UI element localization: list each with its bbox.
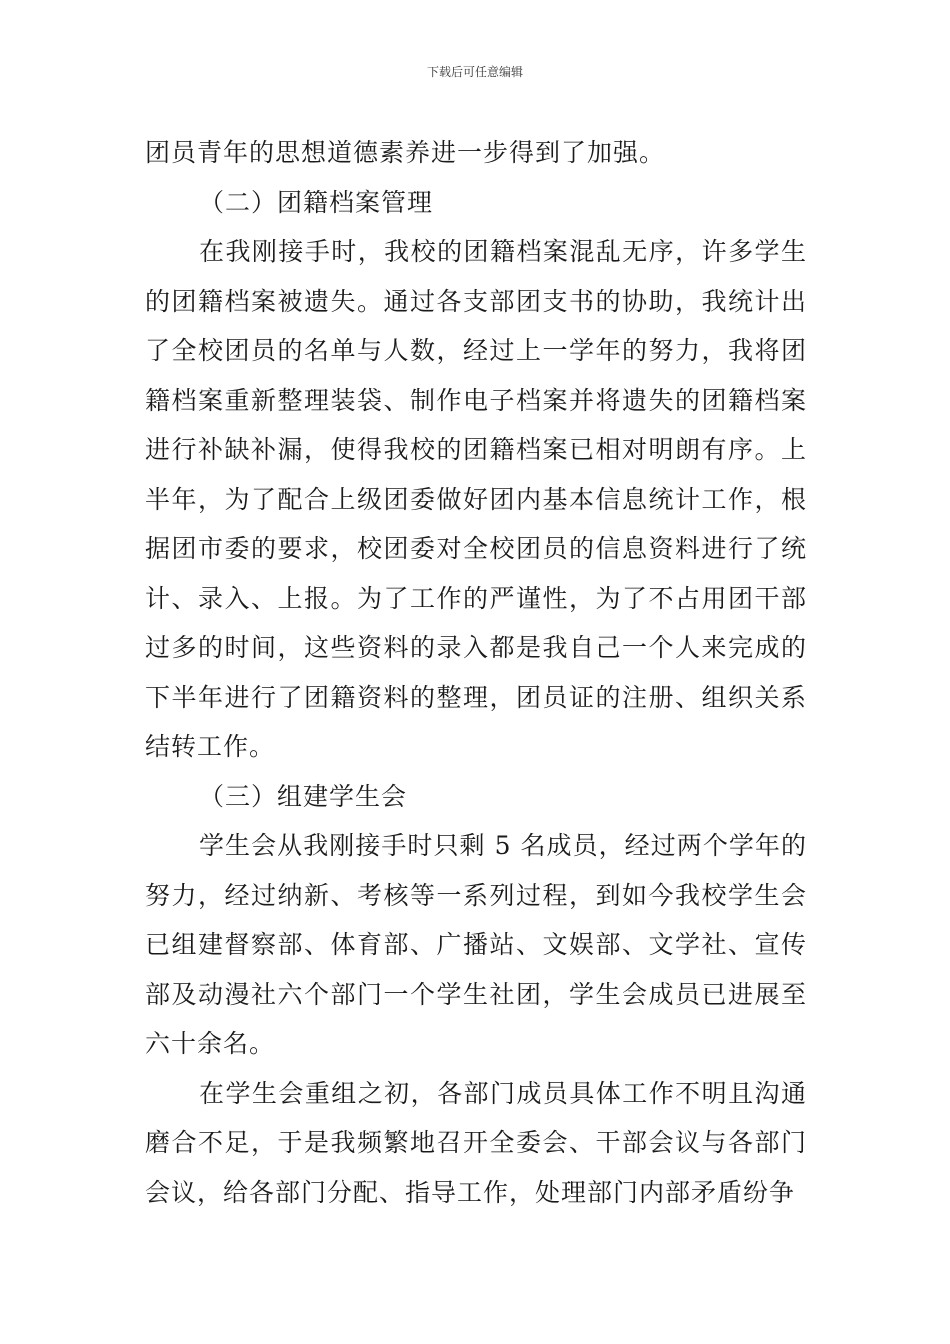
paragraph-student-union: 学生会从我刚接手时只剩 5 名成员，经过两个学年的努力，经过纳新、考核等一系列过程，到如今我校学生会已组建督察部、体育部、广播站、文娱部、文学社、宣传部及动漫社六个部门一个学生社团，学生会成员已进展至六十余名。 (145, 831, 807, 1058)
paragraph-continuation: 团员青年的思想道德素养进一步得到了加强。 (145, 138, 666, 167)
paragraph-union-reorganization: 在学生会重组之初，各部门成员具体工作不明且沟通磨合不足，于是我频繁地召开全委会、干部会议与各部门会议，给各部门分配、指导工作，处理部门内部矛盾纷争 (145, 1078, 807, 1207)
paragraph-archive-management: 在我刚接手时，我校的团籍档案混乱无序，许多学生的团籍档案被遗失。通过各支部团支书的协助，我统计出了全校团员的名单与人数，经过上一学年的努力，我将团籍档案重新整理装袋、制作电子档案并将遗失的团籍档案进行补缺补漏，使得我校的团籍档案已相对明朗有序。上半年，为了配合上级团委做好团内基本信息统计工作，根据团市委的要求，校团委对全校团员的信息资料进行了统计、录入、上报。为了工作的严谨性，为了不占用团干部过多的时间，这些资料的录入都是我自己一个人来完成的下半年进行了团籍资料的整理，团员证的注册、组织关系结转工作。 (145, 237, 807, 761)
section-heading-3: （三）组建学生会 (199, 781, 408, 811)
page-header-note: 下载后可任意编辑 (426, 65, 523, 79)
section-heading-2: （二）团籍档案管理 (199, 187, 434, 217)
document-body (145, 128, 807, 1217)
